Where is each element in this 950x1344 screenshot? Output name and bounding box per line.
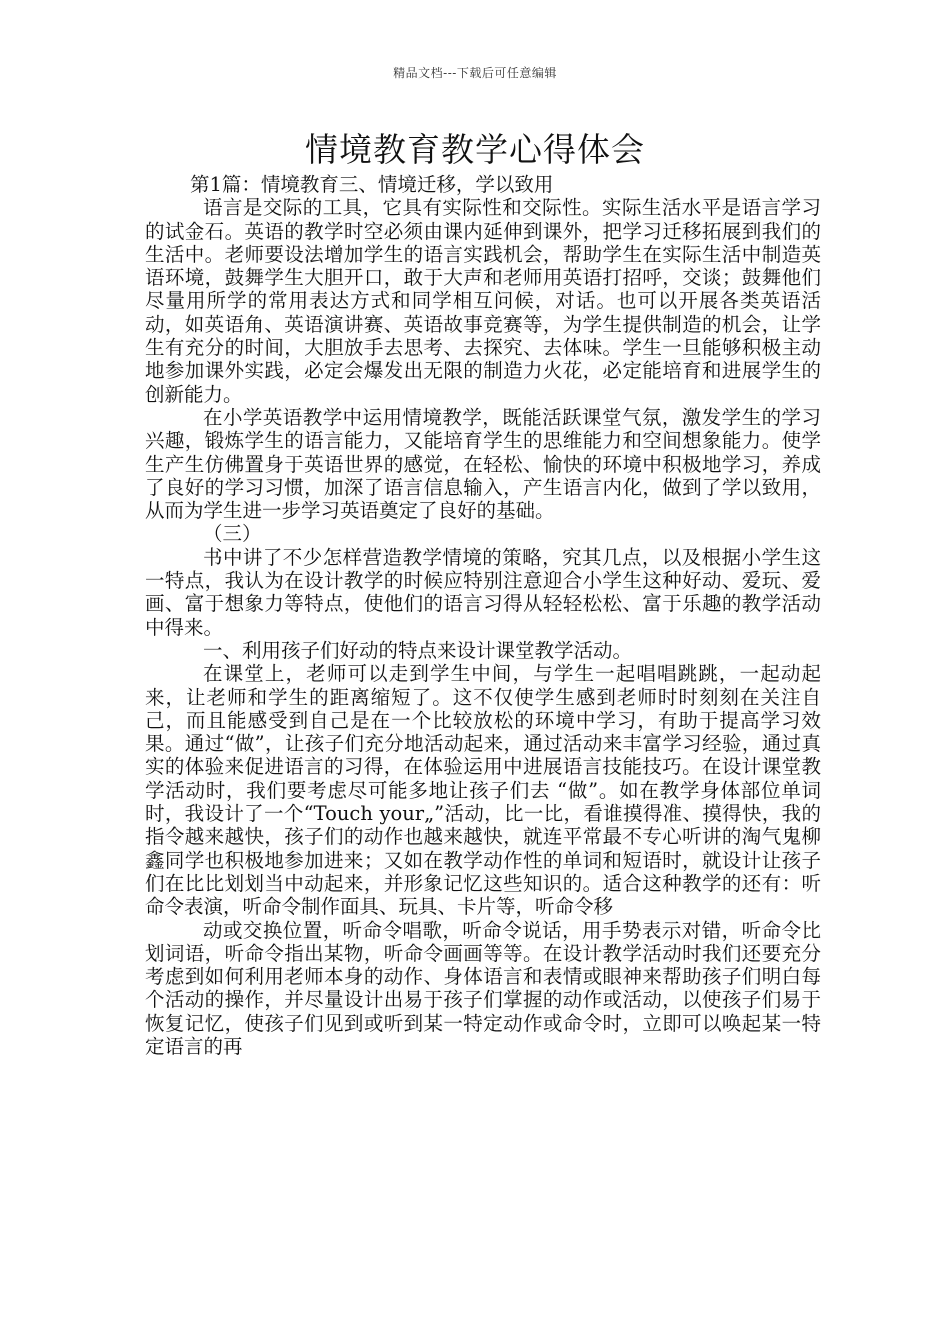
subsection-heading: 一、利用孩子们好动的特点来设计课堂教学活动。 bbox=[203, 638, 633, 662]
paragraph: 在课堂上，老师可以走到学生中间，与学生一起唱唱跳跳，一起动起来，让老师和学生的距离缩短了。这不仅使学生感到老师时时刻刻在关注自己，而且能感受到自己是在一个比较放松的环境中学习，有助于提高学习效果。通过“做”，让孩子们充分地活动起来，通过活动来丰富学习经验，通过真实的体验来促进语言的习得，在体验运用中进展语言技能技巧。在设计课堂教学活动时，我们要考虑尽可能多地让孩子们去 “做”。如在教学身体部位单词时，我设计了一个“Touch your„”活动，比一比，看谁摸得准、摸得快，我的指令越来越快，孩子们的动作也越来越快，就连平常最不专心听讲的淘气鬼柳鑫同学也积极地参加进来；又如在教学动作性的单词和短语时，就设计让孩子们在比比划划当中动起来，并形象记忆这些知识的。适合这种教学的还有：听命令表演，听命令制作面具、玩具、卡片等，听命令移 bbox=[145, 662, 821, 919]
paragraph: 动或交换位置，听命令唱歌，听命令说话，用手势表示对错，听命令比划词语，听命令指出某物，听命令画画等等。在设计教学活动时我们还要充分考虑到如何利用老师本身的动作、身体语言和表情或眼神来帮助孩子们明白每个活动的操作，并尽量设计出易于孩子们掌握的动作或活动，以使孩子们易于恢复记忆，使孩子们见到或听到某一特定动作或命令时，立即可以唤起某一特定语言的再 bbox=[145, 918, 821, 1058]
paragraph: 在小学英语教学中运用情境教学，既能活跃课堂气氛，激发学生的学习兴趣，锻炼学生的语言能力，又能培育学生的思维能力和空间想象能力。使学生产生仿佛置身于英语世界的感觉，在轻松、愉快的环境中积极地学习，养成了良好的学习习惯，加深了语言信息输入，产生语言内化，做到了学以致用，从而为学生进一步学习英语奠定了良好的基础。 bbox=[145, 405, 821, 523]
document-body bbox=[145, 173, 821, 1058]
section-marker: （三） bbox=[203, 522, 262, 546]
paragraph: 语言是交际的工具，它具有实际性和交际性。实际生活水平是语言学习的试金石。英语的教学时空必须由课内延伸到课外，把学习迁移拓展到我们的生活中。老师要设法增加学生的语言实践机会，帮助学生在实际生活中制造英语环境，鼓舞学生大胆开口，敢于大声和老师用英语打招呼，交谈；鼓舞他们尽量用所学的常用表达方式和同学相互问候，对话。也可以开展各类英语活动，如英语角、英语演讲赛、英语故事竞赛等，为学生提供制造的机会，让学生有充分的时间，大胆放手去思考、去探究、去体味。学生一旦能够积极主动地参加课外实践，必定会爆发出无限的制造力火花，必定能培育和进展学生的创新能力。 bbox=[145, 196, 821, 406]
paragraph: 书中讲了不少怎样营造教学情境的策略，究其几点，以及根据小学生这一特点，我认为在设计教学的时候应特别注意迎合小学生这种好动、爱玩、爱画、富于想象力等特点，使他们的语言习得从轻轻松松、富于乐趣的教学活动中得来。 bbox=[145, 545, 821, 639]
section-heading: 第1篇：情境教育三、情境迁移，学以致用 bbox=[190, 173, 554, 196]
page-header: 精品文档---下载后可任意编辑 bbox=[393, 66, 557, 80]
document-title: 情境教育教学心得体会 bbox=[305, 130, 645, 169]
